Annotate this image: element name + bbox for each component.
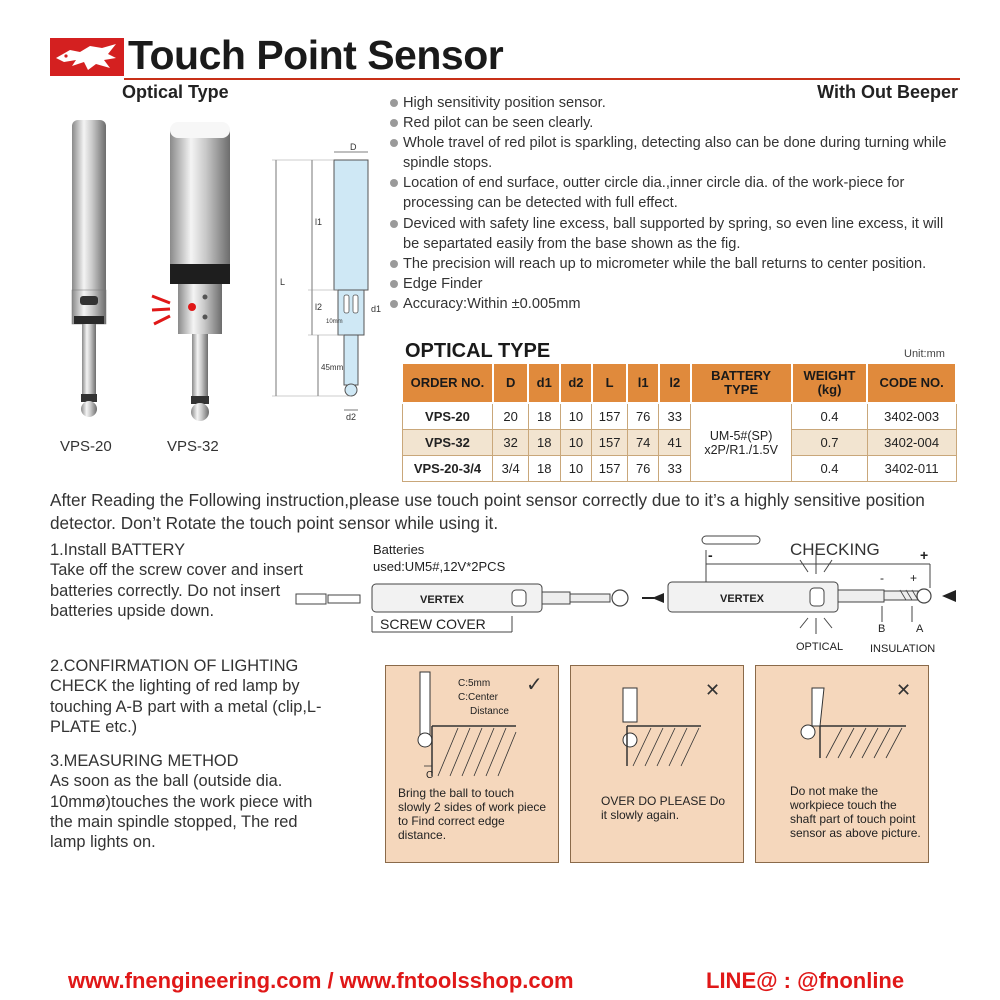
col-l1: l1	[627, 363, 659, 403]
spec-table	[401, 362, 957, 482]
product-photos	[60, 112, 260, 442]
panel-caption: OVER DO PLEASE Do it slowly again.	[601, 794, 726, 822]
cell-D: 3/4	[493, 456, 529, 482]
checking-brand-text: VERTEX	[720, 593, 765, 605]
cell-code: 3402-004	[867, 430, 956, 456]
footer-line-id: LINE@ : @fnonline	[706, 968, 905, 993]
panel-note-line3: Distance	[470, 706, 509, 717]
cell-weight: 0.7	[792, 430, 867, 456]
table-header-row	[402, 363, 956, 403]
dim-label-d2: d2	[346, 412, 357, 422]
table-row	[402, 403, 956, 430]
vps32-sensor-image	[152, 122, 230, 421]
cell-l2: 33	[659, 456, 691, 482]
label-a: A	[916, 623, 924, 635]
battery-brand-text: VERTEX	[420, 594, 465, 606]
step-measuring-method	[50, 751, 325, 852]
col-L: L	[592, 363, 628, 403]
col-weight: WEIGHT (kg)	[792, 363, 867, 403]
table-title: OPTICAL TYPE	[405, 340, 551, 362]
instruction-intro: After Reading the Following instruction,please use touch point sensor correctly due to it’s a highly sensitive position detector. Don’t Rotate the touch point sensor while using it.	[50, 490, 925, 533]
plus-sign-small: +	[910, 571, 918, 585]
cell-L: 157	[592, 430, 628, 456]
label-b: B	[878, 623, 886, 635]
dim-label-l1: l1	[315, 217, 323, 227]
cell-d1: 18	[528, 456, 560, 482]
table-row	[402, 430, 956, 456]
minus-sign-small: -	[880, 571, 884, 585]
cell-L: 157	[592, 403, 628, 430]
vps20-label: VPS-20	[60, 438, 112, 455]
eagle-logo-icon	[50, 38, 124, 76]
cell-l2: 41	[659, 430, 691, 456]
cell-l1: 76	[627, 403, 659, 430]
insulation-label: INSULATION	[870, 643, 936, 655]
check-mark-icon: ✓	[526, 674, 543, 696]
panel-note-line1: C:5mm	[458, 678, 491, 689]
cell-weight: 0.4	[792, 403, 867, 430]
cell-weight: 0.4	[792, 456, 867, 482]
title-underline	[124, 78, 960, 80]
step-title: 1.Install BATTERY	[50, 541, 186, 559]
cell-d1: 18	[528, 430, 560, 456]
cell-d2: 10	[560, 456, 592, 482]
cell-D: 20	[493, 403, 529, 430]
checking-title: CHECKING	[790, 540, 880, 559]
step-body: As soon as the ball (outside dia. 10mmø)touches the work piece with the main spindle stopped, The red lamp lights on.	[50, 772, 313, 852]
panel-c-label: C	[426, 770, 434, 781]
table-unit: Unit:mm	[904, 348, 945, 360]
step-body: Take off the screw cover and insert batteries correctly. Do not insert batteries upside down.	[50, 561, 303, 620]
panel-correct	[385, 665, 559, 863]
vps20-sensor-image	[72, 120, 106, 417]
dim-label-l2: l2	[315, 302, 323, 312]
batteries-label: Batteries	[373, 542, 425, 557]
footer-websites: www.fnengineering.com / www.fntoolsshop.com	[68, 968, 574, 993]
col-battery-type: BATTERY TYPE	[691, 363, 792, 403]
feature-item: Accuracy:Within ±0.005mm	[388, 294, 948, 314]
panel-shaft-touch	[755, 665, 929, 863]
subtitle-optical-type: Optical Type	[122, 82, 229, 102]
step-body: CHECK the lighting of red lamp by touching A-B part with a metal (clip,L-PLATE etc.)	[50, 677, 322, 736]
panel-overdo	[570, 665, 744, 863]
cell-l1: 76	[627, 456, 659, 482]
page-title: Touch Point Sensor	[128, 32, 504, 78]
cross-mark-icon: ✕	[705, 680, 721, 700]
table-row	[402, 456, 956, 482]
plus-sign: +	[920, 547, 929, 563]
col-order-no: ORDER NO.	[402, 363, 493, 403]
cell-l2: 33	[659, 403, 691, 430]
dim-label-45mm: 45mm	[321, 363, 344, 372]
feature-item: Location of end surface, outter circle dia.,inner circle dia. of the work-piece for processing can be detected with full effect.	[388, 173, 948, 213]
cell-battery	[691, 403, 792, 482]
cell-code: 3402-003	[867, 403, 956, 430]
cell-order: VPS-20-3/4	[402, 456, 493, 482]
screw-cover-label: SCREW COVER	[380, 616, 486, 632]
dim-label-L: L	[280, 277, 286, 287]
battery-line1: UM-5#(SP)	[709, 428, 773, 443]
dim-label-D: D	[350, 142, 357, 152]
cell-order: VPS-32	[402, 430, 493, 456]
step-title: 3.MEASURING METHOD	[50, 752, 239, 770]
cell-d1: 18	[528, 403, 560, 430]
minus-sign: -	[708, 547, 713, 563]
feature-list	[388, 93, 948, 314]
step-title: 2.CONFIRMATION OF LIGHTING	[50, 657, 299, 675]
feature-item: Whole travel of red pilot is sparkling, detecting also can be done during turning while spindle stops.	[388, 133, 948, 173]
step-install-battery	[50, 540, 310, 621]
batteries-used-label: used:UM5#,12V*2PCS	[373, 559, 506, 574]
feature-item: Red pilot can be seen clearly.	[388, 113, 948, 133]
col-d1: d1	[528, 363, 560, 403]
dimension-drawing	[268, 140, 388, 425]
feature-item: Edge Finder	[388, 274, 948, 294]
cross-mark-icon: ✕	[896, 680, 912, 700]
col-d2: d2	[560, 363, 592, 403]
cell-code: 3402-011	[867, 456, 956, 482]
checking-diagram	[640, 530, 960, 660]
panel-note-line2: C:Center	[458, 692, 499, 703]
feature-item: Deviced with safety line excess, ball supported by spring, so even line excess, it will be separtated easily from the base shown as the fig.	[388, 214, 948, 254]
vps32-label: VPS-32	[167, 438, 219, 455]
battery-line2: x2P/R1./1.5V	[704, 442, 778, 457]
cell-L: 157	[592, 456, 628, 482]
col-D: D	[493, 363, 529, 403]
dim-label-10mm: 10mm	[326, 319, 343, 325]
brand-logo	[50, 38, 124, 76]
cell-order: VPS-20	[402, 403, 493, 430]
feature-item: High sensitivity position sensor.	[388, 93, 948, 113]
panel-caption: Bring the ball to touch slowly 2 sides of work piece to Find correct edge distance.	[398, 786, 547, 842]
cell-d2: 10	[560, 430, 592, 456]
step-confirm-lighting	[50, 656, 330, 737]
cell-D: 32	[493, 430, 529, 456]
subtitle-without-beeper: With Out Beeper	[817, 82, 958, 102]
cell-d2: 10	[560, 403, 592, 430]
optical-label: OPTICAL	[796, 641, 844, 653]
col-code-no: CODE NO.	[867, 363, 956, 403]
panel-caption: Do not make the workpiece touch the shaft part of touch point sensor as above picture.	[790, 784, 921, 840]
dim-label-d1: d1	[371, 304, 382, 314]
col-l2: l2	[659, 363, 691, 403]
cell-l1: 74	[627, 430, 659, 456]
feature-item: The precision will reach up to micrometer while the ball returns to center position.	[388, 254, 948, 274]
